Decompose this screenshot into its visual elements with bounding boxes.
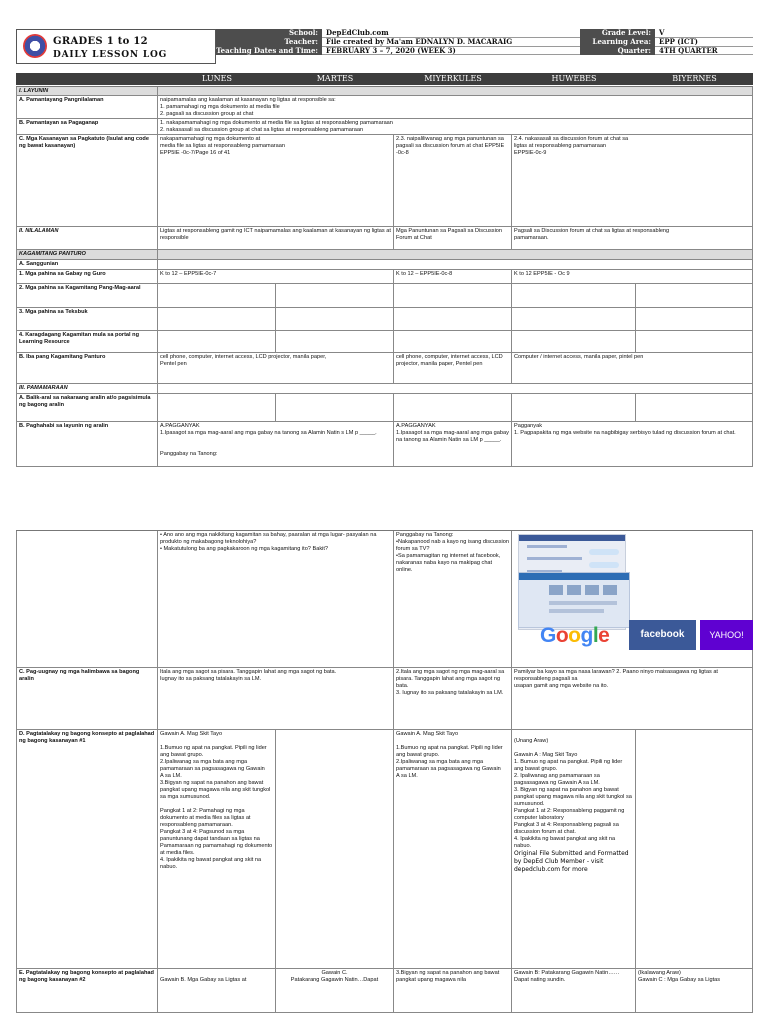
table-row <box>16 384 753 394</box>
row-label: C. Pag-uugnay ng mga halimbawa sa bagong aralin <box>16 668 158 729</box>
cell-thursday: Computer / internet access, manila paper, pintel pen <box>512 353 753 383</box>
logo-box <box>16 29 216 64</box>
grade-value: V <box>655 29 753 38</box>
cell-thursday-text: (Unang Araw) Gawain A : Mag Skit Tayo 1. Bumuo ng apat na pangkat. Pipili ng lider ang bawat grupo. 2. Ipaliwanag ang pamamaraan sa pagsasagawa ng Gawain A sa LM. 3. Bigyan ng sapat na panahon ang bawat pangkat upang magawa nila ang skit tungkol sa sumusunod. Pangkat 1 at 2: Responsableng paggamit ng computer laboratory Pangkat 3 at 4: Responsableng pagsali sa discussion forum at chat. 4. Ipakikita ng bawat pangkat ang skit na nabuo. <box>514 738 632 849</box>
day-monday: LUNES <box>202 74 232 83</box>
cell-wednesday: A.PAGGANYAK 1.Ipasagot sa mga mag-aaral ang mga gabay na tanong sa Alamin Natin sa LM p _____. <box>394 422 512 466</box>
yahoo-logo: YAHOO! <box>700 620 753 650</box>
lesson-table-page-2 <box>16 530 753 1013</box>
row-label: II. NILALAMAN <box>16 227 158 249</box>
table-row <box>16 87 753 96</box>
day-tuesday: MARTES <box>316 74 354 83</box>
table-row <box>16 135 753 227</box>
cell-thursday: 2.4. nakasasali sa discussion forum at chat sa ligtas at responsableng pamamaraan EPP5IE-0c-9 <box>512 135 753 226</box>
cell-wednesday: cell phone, computer, internet access, LCD projector, manila paper, Pentel pen <box>394 353 512 383</box>
row-label: D. Pagtatalakay ng bagong konsepto at paglalahad ng bagong kasanayan #1 <box>16 730 158 968</box>
logo-subtitle: DAILY LESSON LOG <box>53 50 168 60</box>
lesson-table-page-1 <box>16 86 753 467</box>
day-thursday: HUWEBES <box>551 74 597 83</box>
day-friday: BIYERNES <box>672 74 717 83</box>
cell-thursday: Pamilyar ba kayo sa mga nasa larawan? 2. Paano ninyo maisasagawa ng ligtas at responsableng pagsali sa usapan gamit ang mga website na ito. <box>512 668 753 729</box>
table-row <box>16 394 753 422</box>
table-row <box>16 668 753 730</box>
dates-value: FEBRUARY 3 – 7, 2020 (WEEK 3) <box>322 47 580 56</box>
table-row <box>16 227 753 250</box>
table-row <box>16 119 753 135</box>
cell-monday: • Ano ano ang mga nakikitang kagamitan sa bahay, paaralan at mga lugar- pasyalan na produkto ng makabagong teknolohiya? • Makatutulong ba ang pagkakaroon ng mga kagamitang ito? Bakit? <box>158 531 394 667</box>
row-label: A. Sanggunian <box>16 260 158 269</box>
row-label: E. Pagtatalakay ng bagong konsepto at paglalahad ng bagong kasanayan #2 <box>16 969 158 1012</box>
cell-thursday: Pagganyak 1. Pagpapakita ng mga website na nagbibigay serbisyo tulad ng discussion forum at chat. <box>512 422 753 466</box>
table-row <box>16 422 753 467</box>
facebook-logo: facebook <box>629 620 696 650</box>
cell-friday: (Ikalawang Araw) Gawain C : Mga Gabay sa Ligtas <box>636 969 753 1012</box>
row-content: 1. nakapamamahagi ng mga dokumento at media file sa ligtas at responsableng pamamaraan 2. nakasasali sa discussion group at chat sa ligtas at responsableng pamamaraan <box>158 119 753 134</box>
row-label: C. Mga Kasanayan sa Pagkatuto (Isulat ang code ng bawat kasanayan) <box>16 135 158 226</box>
row-label: III. PAMAMARAAN <box>16 384 158 393</box>
row-label: B. Pamantayan sa Pagaganap <box>16 119 158 134</box>
lesson-log-page-2 <box>0 520 768 1024</box>
cell-wednesday: 2.3. naipaliliwanag ang mga panuntunan sa pagsali sa discussion forum at chat EPP5IE -0c-8 <box>394 135 512 226</box>
row-label: A. Pamantayang Pangnilalaman <box>16 96 158 118</box>
quarter-value: 4TH QUARTER <box>655 47 753 56</box>
google-logo: Google <box>540 624 610 647</box>
header-values-right <box>655 29 753 64</box>
watermark-text: Original File Submitted and Formatted by DepEd Club Member - visit depedclub.com for more <box>514 850 629 873</box>
table-row <box>16 353 753 384</box>
teacher-value: File created by Ma'am EDNALYN D. MACARAIG <box>322 38 580 47</box>
cell-monday: Gawain B. Mga Gabay sa Ligtas at <box>158 969 276 1012</box>
cell-monday: nakapamamahagi ng mga dokumento at media file sa ligtas at responsableng pamamaraan EPP5IE -0c-7/Page 16 of 41 <box>158 135 394 226</box>
cell-thursday: K to 12 EPP5IE - Oc 9 <box>512 270 753 283</box>
day-wednesday: MIYERKULES <box>424 74 482 83</box>
table-row <box>16 730 753 969</box>
area-label: Learning Area: <box>580 38 655 47</box>
table-row <box>16 250 753 260</box>
table-row <box>16 331 753 353</box>
row-label: B. Iba pang Kagamitang Panturo <box>16 353 158 383</box>
table-row <box>16 308 753 331</box>
quarter-label: Quarter: <box>580 47 655 56</box>
logo-title: GRADES 1 to 12 <box>53 36 148 47</box>
row-label: I. LAYUNIN <box>16 87 158 95</box>
teacher-label: Teacher: <box>216 38 322 47</box>
cell-monday: Ligtas at responsableng gamit ng ICT naipamamalas ang kaalaman at kasanayan ng ligtas at responsible <box>158 227 394 249</box>
cell-wednesday: Panggabay na Tanong: •Nakapanood nab a kayo ng isang discussion forum sa TV? •Sa pamamagitan ng internet at facebook, nakaranas naba kayo na makipag chat online. <box>394 531 512 667</box>
header <box>16 29 753 64</box>
area-value: EPP (ICT) <box>655 38 753 47</box>
row-label: 3. Mga pahina sa Teksbuk <box>16 308 158 330</box>
cell-wednesday: 3.Bigyan ng sapat na panahon ang bawat pangkat upang magawa nila <box>394 969 512 1012</box>
grade-label: Grade Level: <box>580 29 655 38</box>
cell-wednesday: Gawain A. Mag Skit Tayo 1.Bumuo ng apat na pangkat. Pipili ng lider ang bawat grupo. 2.Ipaliwanag sa mga bata ang mga pamamaraan sa pagsasagawa ng Gawain A sa LM. <box>394 730 512 968</box>
school-label: School: <box>216 29 322 38</box>
row-label: KAGAMITANG PANTURO <box>16 250 158 259</box>
header-labels-left <box>216 29 322 64</box>
row-label: 1. Mga pahina sa Gabay ng Guro <box>16 270 158 283</box>
row-label: 4. Karagdagang Kagamitan mula sa portal ng Learning Resource <box>16 331 158 352</box>
table-row <box>16 270 753 284</box>
school-value: DepEdClub.com <box>322 29 580 38</box>
cell-monday: Itala ang mga sagot sa pisara. Tanggapin lahat ang mga sagot ng bata. Iugnay ito sa paksang tatalakayin sa LM. <box>158 668 394 729</box>
header-values-left <box>322 29 580 64</box>
table-row <box>16 96 753 119</box>
row-label: 2. Mga pahina sa Kagamitang Pang-Mag-aaral <box>16 284 158 307</box>
cell-thursday: Gawain B: Patakarang Gagawin Natin…… Dapat nating sundin. <box>512 969 636 1012</box>
lesson-log-page-1 <box>0 0 768 478</box>
cell-thursday: Pagsali sa Discussion forum at chat sa ligtas at responsableng pamamaraan. <box>512 227 753 249</box>
table-row <box>16 284 753 308</box>
cell-thursday <box>512 730 636 968</box>
row-label: B. Paghahabi sa layunin ng aralin <box>16 422 158 466</box>
table-row <box>16 260 753 270</box>
row-label: A. Balik-aral sa nakaraang aralin at/o pagsisimula ng bagong aralin <box>16 394 158 421</box>
day-header-bar <box>16 73 753 85</box>
cell-monday: A.PAGGANYAK 1.Ipasagot sa mga mag-aaral ang mga gabay na tanong sa Alamin Natin s LM p _____. Panggabay na Tanong: <box>158 422 394 466</box>
row-content: naipamamalas ang kaalaman at kasanayan ng ligtas at responsible sa: 1. pamamahagi ng mga dokumento at media file 2. pagsali sa discussion group at chat <box>158 96 753 118</box>
table-row <box>16 969 753 1013</box>
forum-screenshot-image <box>518 572 630 628</box>
cell-wednesday: K to 12 – EPP5IE-0c-8 <box>394 270 512 283</box>
cell-wednesday: Mga Panuntunan sa Pagsali sa Discussion Forum at Chat <box>394 227 512 249</box>
cell-tuesday: Gawain C. Patakarang Gagawin Natin…Dapat <box>276 969 394 1012</box>
cell-monday: K to 12 – EPP5IE-0c-7 <box>158 270 394 283</box>
cell-wednesday: 2.Itala ang mga sagot ng mga mag-aaral sa pisara. Tanggapin lahat ang mga sagot ng bata. 3. Iugnay ito sa paksang tatalakayin sa LM. <box>394 668 512 729</box>
cell-monday: cell phone, computer, internet access, LCD projector, manila paper, Pentel pen <box>158 353 394 383</box>
header-labels-right <box>580 29 655 64</box>
deped-seal-icon <box>23 34 47 58</box>
dates-label: Teaching Dates and Time: <box>216 47 322 56</box>
cell-monday: Gawain A. Mag Skit Tayo 1.Bumuo ng apat na pangkat. Pipili ng lider ang bawat grupo. 2.Ipaliwanag sa mga bata ang mga pamamaraan sa pagsasagawa ng Gawain A sa LM. 3.Bigyan ng sapat na panahon ang bawat pangkat upang magawa nila ang skit tungkol sa mga sumusunod. Pangkat 1 at 2: Pamahagi ng mga dokumento at media files sa ligtas at responsableng pamamaraan. Pangkat 3 at 4: Pagsunod sa mga panuntunang dapat tandaan sa ligtas na Pamamaraan ng pamamahagi ng dokumento at media files. 4. Ipakikita ng bawat pangkat ang skit na nabuo. <box>158 730 276 968</box>
